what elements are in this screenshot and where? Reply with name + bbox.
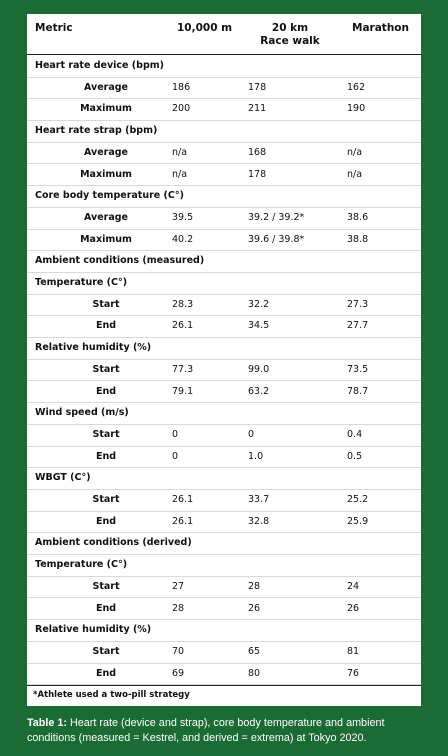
cell-value: 0 — [172, 450, 179, 462]
cell-value: 27 — [172, 580, 185, 592]
table-row — [27, 164, 421, 187]
cell-value: 39.6 / 39.8* — [248, 233, 305, 245]
row-label: End — [95, 385, 117, 397]
table-row — [27, 185, 421, 208]
cell-value: 24 — [347, 580, 360, 592]
row-label: Average — [84, 146, 128, 158]
row-label: End — [95, 320, 117, 332]
cell-value: 27.3 — [347, 298, 369, 310]
table-row — [27, 250, 421, 273]
cell-value: 65 — [248, 645, 261, 657]
header-race-walk — [255, 22, 325, 48]
cell-value: 33.7 — [248, 494, 270, 505]
data-table — [27, 14, 421, 706]
cell-value: 76 — [347, 667, 360, 679]
cell-value: 99.0 — [248, 363, 270, 375]
footnote-text: *Athlete used a two-pill strategy — [33, 690, 190, 700]
table-row — [27, 424, 421, 447]
cell-value: 63.2 — [248, 385, 270, 397]
table-row — [27, 511, 421, 534]
table-row — [27, 554, 421, 577]
row-label: Start — [92, 363, 120, 375]
cell-value: 178 — [248, 81, 267, 93]
cell-value: n/a — [172, 168, 188, 180]
cell-value: 39.5 — [172, 211, 194, 223]
table-row — [27, 532, 421, 555]
table-row — [27, 55, 421, 78]
cell-value: 168 — [248, 146, 267, 158]
cell-value: 79.1 — [172, 385, 194, 397]
cell-value: 178 — [248, 168, 267, 180]
table-row — [27, 98, 421, 121]
row-label: Maximum — [80, 168, 132, 180]
row-label: Start — [92, 494, 120, 505]
row-label: Maximum — [80, 233, 132, 245]
cell-value: 0 — [248, 428, 255, 440]
table-row — [27, 446, 421, 469]
section-label: WBGT (C°) — [35, 472, 91, 484]
cell-value: 40.2 — [172, 233, 194, 245]
section-label: Heart rate strap (bpm) — [35, 125, 158, 137]
cell-value: 69 — [172, 667, 185, 679]
cell-value: 186 — [172, 81, 191, 93]
header-race-walk-text: 20 km Race walk — [260, 22, 320, 47]
table-row — [27, 619, 421, 642]
cell-value: 0.4 — [347, 428, 363, 440]
cell-value: 80 — [248, 667, 261, 679]
table-row — [27, 641, 421, 664]
cell-value: 70 — [172, 645, 185, 657]
cell-value: 32.2 — [248, 298, 270, 310]
cell-value: 38.6 — [347, 211, 369, 223]
cell-value: 26.1 — [172, 320, 194, 332]
header-10000m: 10,000 m — [177, 22, 233, 34]
cell-value: n/a — [347, 146, 363, 158]
table-row — [27, 402, 421, 425]
cell-value: 25.9 — [347, 515, 369, 527]
cell-value: 38.8 — [347, 233, 369, 245]
table-caption — [27, 716, 427, 746]
header-metric: Metric — [35, 22, 73, 34]
section-label: Relative humidity (%) — [35, 624, 152, 636]
cell-value: 81 — [347, 645, 360, 657]
table-row — [27, 576, 421, 599]
table-header — [27, 14, 421, 55]
section-label: Ambient conditions (measured) — [35, 255, 205, 267]
cell-value: 28 — [248, 580, 261, 592]
table-row — [27, 467, 421, 490]
cell-value: 32.8 — [248, 515, 270, 527]
cell-value: 78.7 — [347, 385, 369, 397]
cell-value: 27.7 — [347, 320, 369, 332]
cell-value: 77.3 — [172, 363, 194, 375]
row-label: End — [95, 515, 117, 527]
table-footnote — [27, 685, 421, 707]
section-label: Temperature (C°) — [35, 277, 128, 288]
cell-value: 211 — [248, 103, 267, 115]
section-label: Heart rate device (bpm) — [35, 60, 164, 71]
cell-value: 190 — [347, 103, 366, 115]
row-label: Maximum — [80, 103, 132, 115]
section-label: Wind speed (m/s) — [35, 407, 129, 419]
cell-value: 1.0 — [248, 450, 264, 462]
cell-value: 26.1 — [172, 515, 194, 527]
cell-value: 25.2 — [347, 494, 369, 505]
cell-value: 26 — [248, 602, 261, 614]
row-label: Average — [84, 81, 128, 93]
table-row — [27, 229, 421, 252]
cell-value: 26.1 — [172, 494, 194, 505]
cell-value: 73.5 — [347, 363, 369, 375]
table-row — [27, 315, 421, 338]
section-label: Core body temperature (C°) — [35, 190, 184, 202]
table-row — [27, 598, 421, 621]
row-label: End — [95, 450, 117, 462]
caption-label: Table 1: — [27, 717, 67, 729]
cell-value: n/a — [172, 146, 188, 158]
section-label: Relative humidity (%) — [35, 342, 152, 354]
cell-value: 0.5 — [347, 450, 363, 462]
table-row — [27, 663, 421, 686]
row-label: Start — [92, 645, 120, 657]
cell-value: 39.2 / 39.2* — [248, 211, 305, 223]
table-row — [27, 294, 421, 317]
table-row — [27, 381, 421, 404]
cell-value: 26 — [347, 602, 360, 614]
table-row — [27, 489, 421, 512]
row-label: Start — [92, 298, 120, 310]
section-label: Ambient conditions (derived) — [35, 537, 192, 549]
cell-value: 34.5 — [248, 320, 270, 332]
cell-value: 28 — [172, 602, 185, 614]
caption-text: Heart rate (device and strap), core body temperature and ambient conditions (measured = Kestrel, and derived = extrema) at Tokyo 2020. — [27, 717, 385, 744]
table-row — [27, 142, 421, 165]
header-marathon: Marathon — [352, 22, 409, 34]
cell-value: n/a — [347, 168, 363, 180]
table-row — [27, 207, 421, 230]
table-row — [27, 120, 421, 143]
row-label: End — [95, 602, 117, 614]
section-label: Temperature (C°) — [35, 559, 128, 571]
cell-value: 0 — [172, 428, 179, 440]
table-row — [27, 77, 421, 100]
row-label: Start — [92, 428, 120, 440]
table-row — [27, 272, 421, 295]
row-label: End — [95, 667, 117, 679]
table-row — [27, 359, 421, 382]
cell-value: 200 — [172, 103, 191, 115]
table-row — [27, 337, 421, 360]
row-label: Average — [84, 211, 128, 223]
cell-value: 28.3 — [172, 298, 194, 310]
cell-value: 162 — [347, 81, 366, 93]
row-label: Start — [92, 580, 120, 592]
